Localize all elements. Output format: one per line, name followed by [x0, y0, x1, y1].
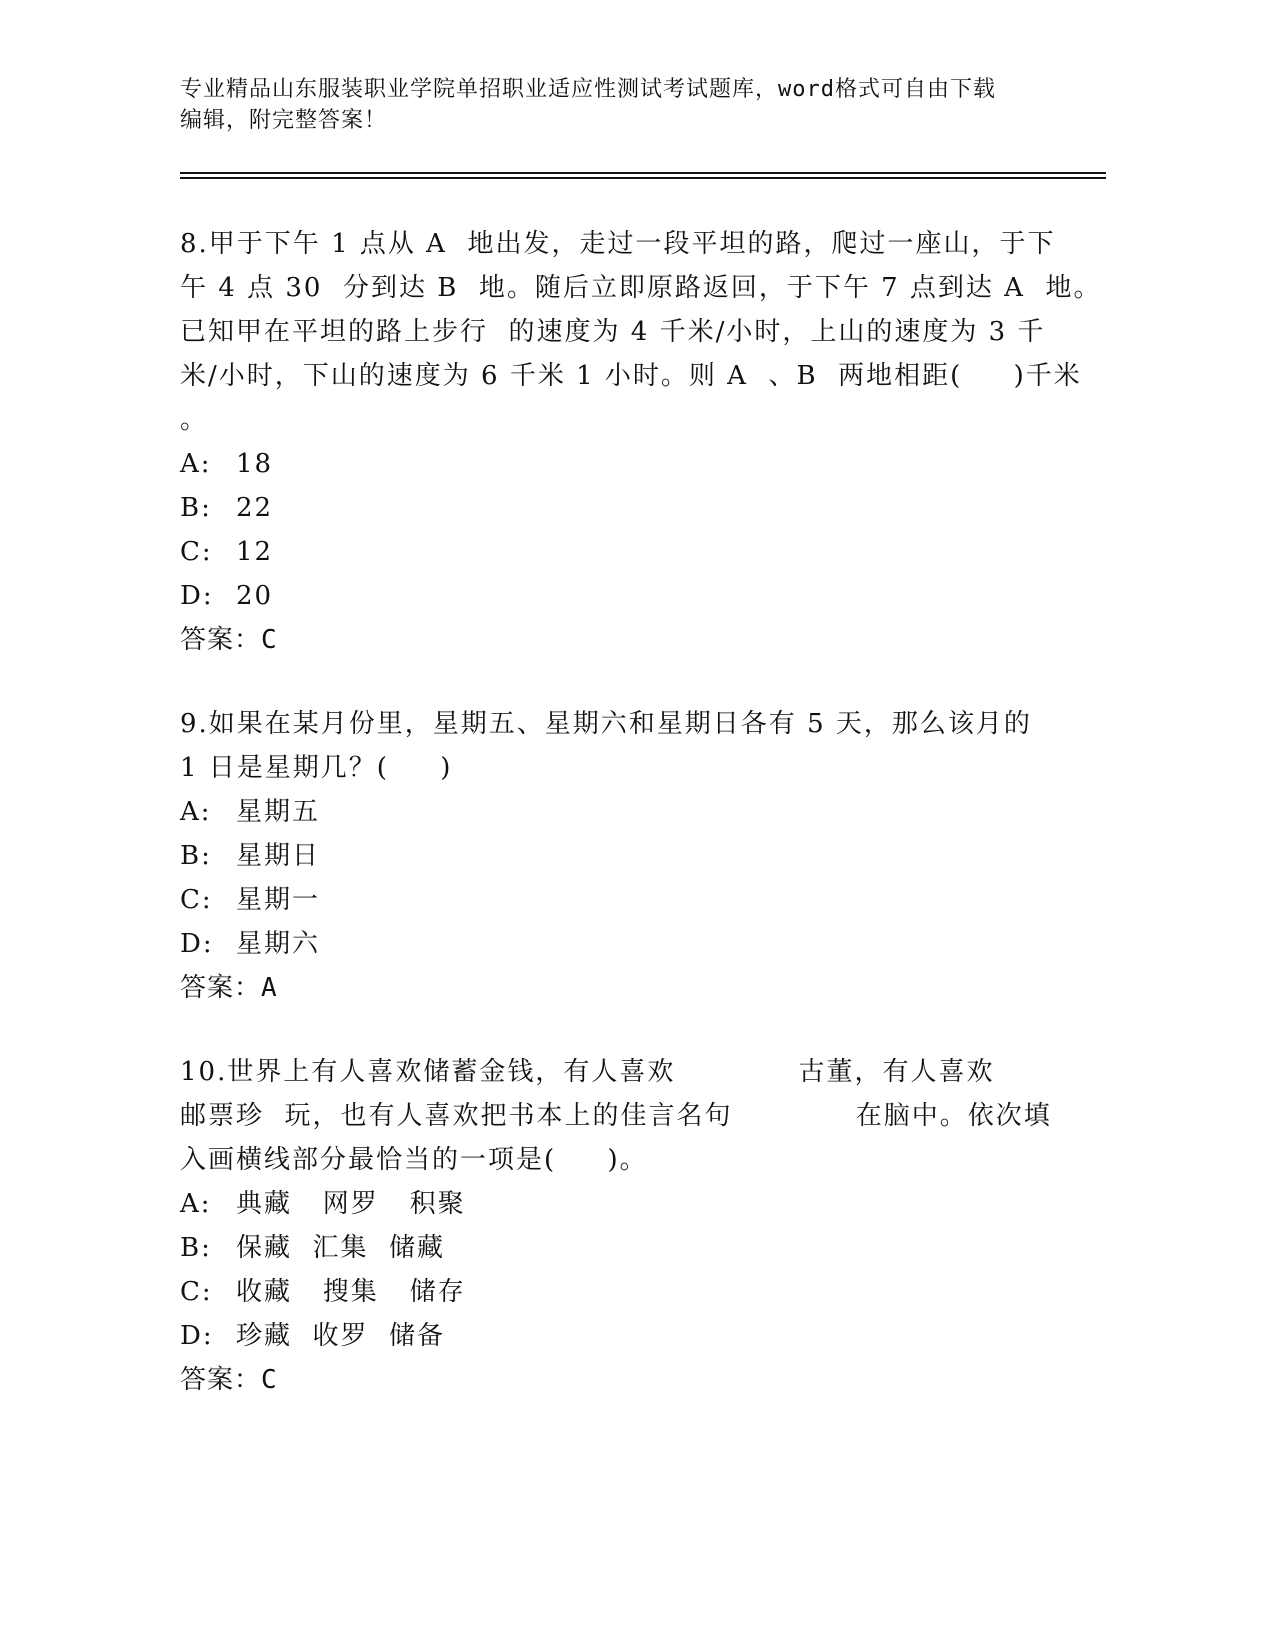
header-rule-bottom	[180, 177, 1106, 179]
stem-line: 10.世界上有人喜欢储蓄金钱，有人喜欢 古董，有人喜欢	[180, 1057, 995, 1087]
option-c	[180, 878, 1060, 922]
option-key: C:	[180, 1277, 213, 1307]
answer-line: 答案：C	[180, 625, 278, 655]
stem-line: 已知甲在平坦的路上步行 的速度为 4 千米/小时，上山的速度为 3 千	[180, 317, 1046, 347]
option-key: C:	[180, 885, 213, 915]
option-key: D:	[180, 1321, 214, 1351]
option-a	[180, 790, 1060, 834]
option-text: 18	[236, 449, 274, 479]
header-line-2: 编辑，附完整答案！	[180, 108, 388, 133]
stem-line: 。	[180, 405, 209, 435]
option-c	[180, 530, 1060, 574]
question-stem	[180, 702, 1060, 790]
question-stem	[180, 222, 1102, 442]
option-text: 星期六	[236, 929, 321, 959]
option-text: 典藏 网罗 积聚	[236, 1189, 466, 1219]
option-key: A:	[180, 449, 212, 479]
option-text: 20	[236, 581, 274, 611]
header-rule-top	[180, 172, 1106, 174]
stem-line: 8.甲于下午 1 点从 A 地出发，走过一段平坦的路，爬过一座山，于下	[180, 229, 1056, 259]
document-header	[180, 74, 1060, 136]
option-b	[180, 834, 1060, 878]
option-text: 珍藏 收罗 储备	[236, 1321, 446, 1351]
option-text: 星期一	[236, 885, 321, 915]
option-a	[180, 442, 1060, 486]
option-c	[180, 1270, 1060, 1314]
stem-line: 入画横线部分最恰当的一项是( )。	[180, 1145, 648, 1175]
stem-line: 午 4 点 30 分到达 B 地。随后立即原路返回，于下午 7 点到达 A 地。	[180, 273, 1102, 303]
option-text: 星期日	[236, 841, 321, 871]
option-key: A:	[180, 797, 212, 827]
option-b	[180, 486, 1060, 530]
option-d	[180, 922, 1060, 966]
option-b	[180, 1226, 1060, 1270]
option-text: 保藏 汇集 储藏	[236, 1233, 446, 1263]
option-key: B:	[180, 1233, 212, 1263]
option-d	[180, 574, 1060, 618]
option-key: C:	[180, 537, 213, 567]
option-key: B:	[180, 493, 212, 523]
option-key: A:	[180, 1189, 212, 1219]
stem-line: 1 日是星期几？( )	[180, 753, 453, 783]
question-9	[180, 702, 1060, 1010]
question-10	[180, 1050, 1060, 1402]
question-stem	[180, 1050, 1060, 1182]
option-d	[180, 1314, 1060, 1358]
option-text: 收藏 搜集 储存	[236, 1277, 466, 1307]
option-text: 星期五	[236, 797, 321, 827]
answer-line: 答案：C	[180, 1365, 278, 1395]
option-key: B:	[180, 841, 212, 871]
stem-line: 米/小时，下山的速度为 6 千米 1 小时。则 A 、B 两地相距( )千米	[180, 361, 1082, 391]
option-text: 22	[236, 493, 274, 523]
option-key: D:	[180, 581, 214, 611]
answer-line: 答案：A	[180, 973, 278, 1003]
option-text: 12	[236, 537, 274, 567]
option-key: D:	[180, 929, 214, 959]
stem-line: 9.如果在某月份里，星期五、星期六和星期日各有 5 天，那么该月的	[180, 709, 1032, 739]
header-line-1: 专业精品山东服装职业学院单招职业适应性测试考试题库，word格式可自由下载	[180, 77, 996, 102]
option-a	[180, 1182, 1060, 1226]
stem-line: 邮票珍 玩，也有人喜欢把书本上的佳言名句 在脑中。依次填	[180, 1101, 1052, 1131]
question-8	[180, 222, 1102, 662]
